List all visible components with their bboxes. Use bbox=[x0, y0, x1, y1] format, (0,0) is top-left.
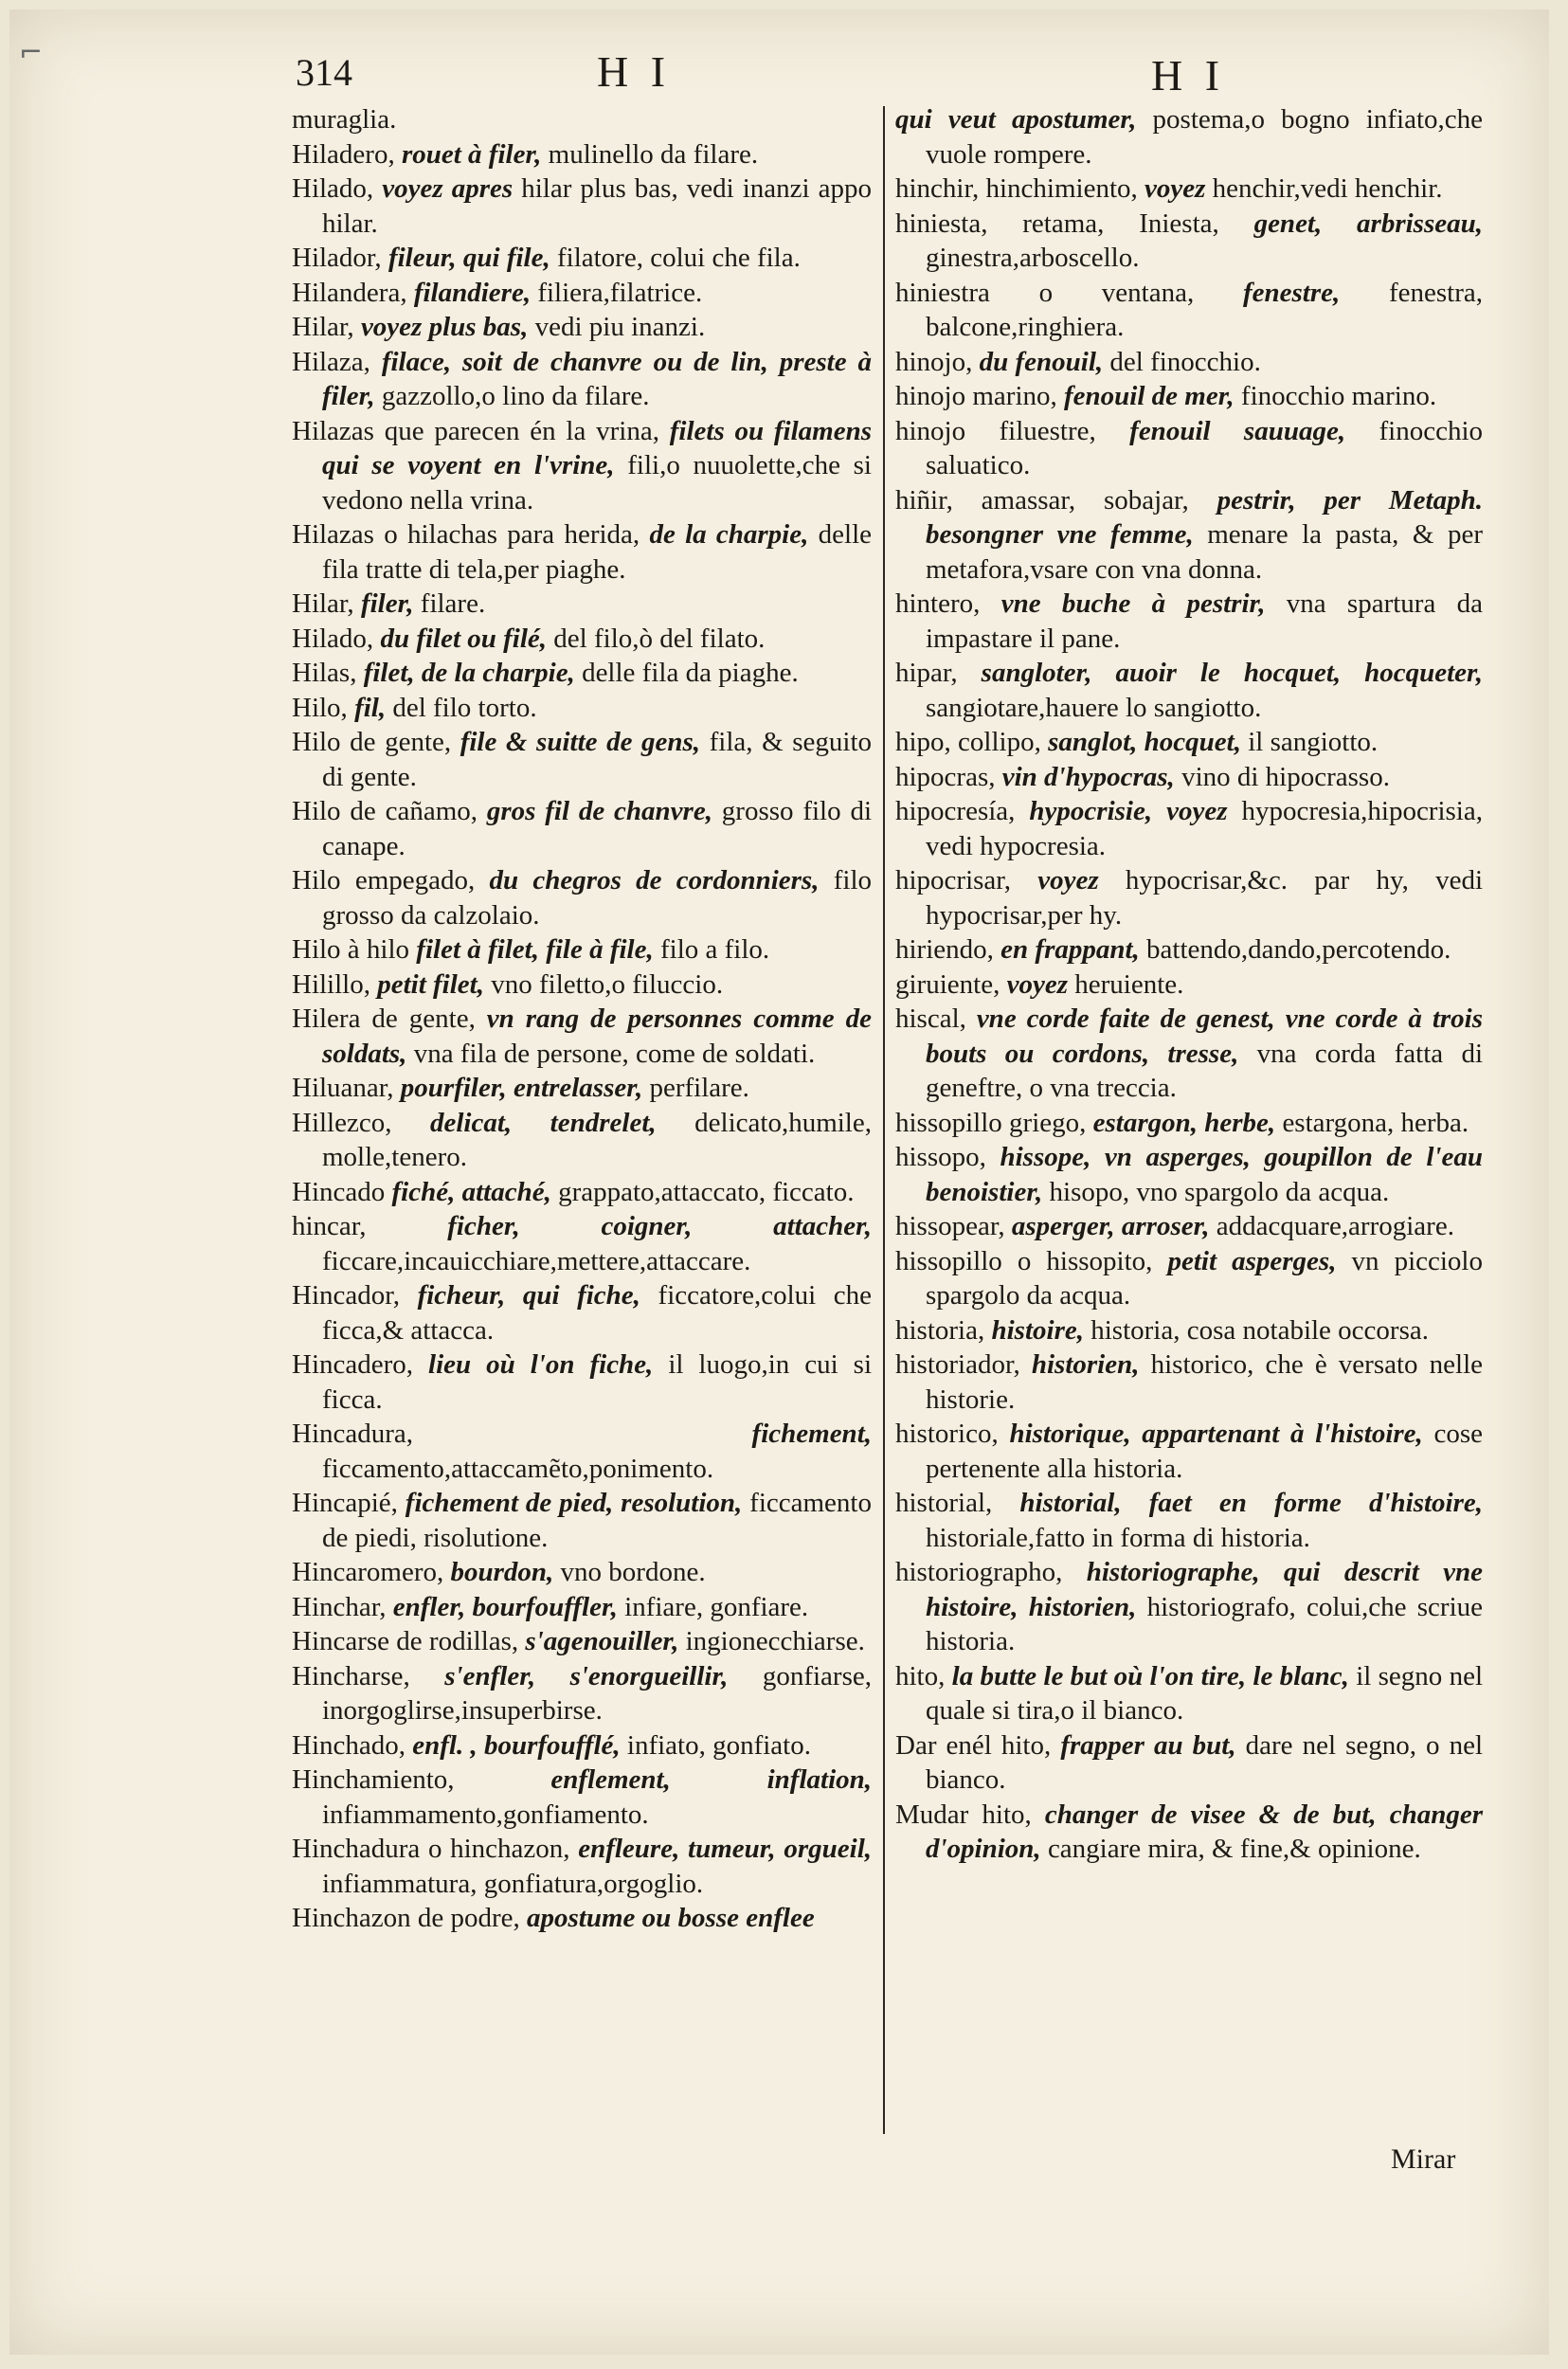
headword: hinojo, bbox=[895, 346, 973, 377]
french-gloss: voyez plus bas, bbox=[360, 312, 529, 342]
catchword: Mirar bbox=[1391, 2143, 1456, 2175]
headword: Hincaromero, bbox=[292, 1557, 444, 1587]
italian-gloss: cose pertenente alla historia. bbox=[926, 1419, 1484, 1484]
headword: Hilera de gente, bbox=[292, 1004, 476, 1034]
french-gloss: voyez apres bbox=[382, 173, 514, 204]
headword: Hincado bbox=[292, 1176, 386, 1207]
headword: Hilador, bbox=[292, 243, 382, 273]
dictionary-entry bbox=[895, 725, 1483, 760]
headword: historico, bbox=[895, 1419, 999, 1449]
french-gloss: bourdon, bbox=[450, 1557, 554, 1587]
italian-gloss: addacquare,arrogiare. bbox=[1216, 1211, 1454, 1241]
french-gloss: apostume ou bosse enflee bbox=[527, 1903, 815, 1933]
page-header bbox=[0, 43, 1568, 99]
italian-gloss: filiera,filatrice. bbox=[537, 277, 703, 308]
headword: hissopillo o hissopito, bbox=[895, 1245, 1153, 1276]
italian-gloss: filo grosso da calzolaio. bbox=[322, 865, 873, 931]
dictionary-entry bbox=[292, 1209, 872, 1278]
french-gloss: filandiere, bbox=[413, 277, 532, 308]
dictionary-entry bbox=[292, 1832, 872, 1901]
dictionary-entry bbox=[895, 276, 1483, 345]
italian-gloss: vna fila de persone, come de soldati. bbox=[413, 1038, 816, 1069]
french-gloss: historien, bbox=[1031, 1349, 1140, 1380]
headword: Hilazas o hilachas para herida, bbox=[292, 519, 640, 550]
dictionary-entry bbox=[895, 1417, 1483, 1486]
dictionary-entry bbox=[292, 1347, 872, 1417]
headword: hinojo filuestre, bbox=[895, 415, 1096, 446]
headword: hinchir, hinchimiento, bbox=[895, 173, 1138, 204]
dictionary-entry bbox=[292, 1278, 872, 1347]
headword: Hincador, bbox=[292, 1280, 400, 1311]
italian-gloss: vno filetto,o filuccio. bbox=[491, 968, 724, 1000]
left-column bbox=[292, 102, 872, 1936]
dictionary-entry bbox=[895, 1798, 1483, 1867]
italian-gloss: battendo,dando,percotendo. bbox=[1146, 934, 1451, 965]
italian-gloss: ficcatore,colui che ficca,& attacca. bbox=[322, 1280, 873, 1346]
dictionary-entry bbox=[292, 310, 872, 345]
italian-gloss: delle fila da piaghe. bbox=[582, 658, 799, 688]
headword: Hillezco, bbox=[292, 1107, 392, 1138]
italian-gloss: hilar plus bas, vedi inanzi appo hilar. bbox=[322, 173, 873, 239]
italian-gloss: muraglia. bbox=[292, 104, 397, 135]
dictionary-entry bbox=[292, 1002, 872, 1071]
italian-gloss: grappato,attaccato, ficcato. bbox=[558, 1176, 855, 1207]
headword: Hinchamiento, bbox=[292, 1764, 455, 1795]
french-gloss: fil, bbox=[354, 692, 387, 723]
italian-gloss: vedi piu inanzi. bbox=[534, 312, 706, 342]
dictionary-entry bbox=[895, 345, 1483, 380]
italian-gloss: del filo,ò del filato. bbox=[553, 623, 766, 654]
dictionary-entry bbox=[895, 863, 1483, 932]
headword: Hinchadura o hinchazon, bbox=[292, 1834, 570, 1864]
italian-gloss: vna corda fatta di geneftre, o vna treccia. bbox=[926, 1038, 1484, 1103]
dictionary-entry bbox=[292, 517, 872, 587]
italian-gloss: historiale,fatto in forma di historia. bbox=[926, 1522, 1310, 1553]
french-gloss: pestrir, per Metaph. besongner vne femme, bbox=[926, 484, 1483, 550]
italian-gloss: ingionecchiarse. bbox=[685, 1626, 865, 1656]
running-head-left: H I bbox=[597, 47, 672, 96]
french-gloss: filace, soit de chanvre ou de lin, preste à filer, bbox=[322, 346, 872, 411]
italian-gloss: menare la pasta, & per metafora,vsare con vna donna. bbox=[926, 519, 1483, 585]
french-gloss: vin d'hypocras, bbox=[1001, 761, 1175, 792]
dictionary-entry bbox=[895, 1555, 1483, 1659]
french-gloss: fileur, qui file, bbox=[387, 243, 550, 273]
headword: hito, bbox=[895, 1660, 946, 1691]
italian-gloss: vino di hipocrasso. bbox=[1181, 761, 1390, 792]
french-gloss: petit filet, bbox=[377, 968, 484, 1000]
column-divider bbox=[883, 106, 885, 2134]
italian-gloss: grosso filo di canape. bbox=[322, 796, 872, 861]
french-gloss: changer de visee & de but, changer d'opinion, bbox=[926, 1799, 1484, 1864]
french-gloss: file & suitte de gens, bbox=[460, 727, 701, 757]
french-gloss: enfl. , bourfoufflé, bbox=[412, 1729, 621, 1761]
italian-gloss: il segno nel quale si tira,o il bianco. bbox=[926, 1660, 1484, 1726]
french-gloss: voyez bbox=[1006, 968, 1068, 1000]
italian-gloss: vna spartura da impastare il pane. bbox=[926, 588, 1483, 654]
headword: hipocras, bbox=[895, 761, 996, 792]
italian-gloss: fenestra, balcone,ringhiera. bbox=[926, 277, 1484, 342]
headword: Hinchazon de podre, bbox=[292, 1903, 520, 1933]
french-gloss: hissope, vn asperges, goupillon de l'eau benoistier, bbox=[926, 1142, 1483, 1207]
french-gloss: vne corde faite de genest, vne corde à trois bouts ou cordons, tresse, bbox=[926, 1004, 1484, 1069]
italian-gloss: gazzollo,o lino da filare. bbox=[381, 381, 650, 411]
french-gloss: gros fil de chanvre, bbox=[486, 796, 712, 826]
dictionary-entry bbox=[895, 379, 1483, 414]
headword: Hinchado, bbox=[292, 1729, 406, 1761]
french-gloss: du filet ou filé, bbox=[380, 623, 548, 654]
french-gloss: lieu où l'on fiche, bbox=[428, 1349, 654, 1380]
italian-gloss: finocchio saluatico. bbox=[926, 415, 1484, 480]
french-gloss: fichement de pied, resolution, bbox=[405, 1488, 743, 1518]
italian-gloss: infiato, gonfiato. bbox=[626, 1729, 811, 1761]
headword: hiscal, bbox=[895, 1004, 966, 1034]
french-gloss: ficheur, qui fiche, bbox=[417, 1280, 640, 1311]
italian-gloss: delle fila tratte di tela,per piaghe. bbox=[322, 519, 873, 585]
italian-gloss: ginestra,arboscello. bbox=[926, 243, 1140, 273]
dictionary-entry bbox=[895, 794, 1483, 863]
dictionary-entry bbox=[292, 1624, 872, 1659]
headword: hipocresía, bbox=[895, 796, 1016, 826]
italian-gloss: hisopo, vno spargolo da acqua. bbox=[1049, 1176, 1390, 1207]
french-gloss: voyez bbox=[1144, 173, 1206, 204]
margin-mark-top: ⌐ bbox=[19, 36, 44, 69]
headword: historia, bbox=[895, 1314, 985, 1346]
dictionary-entry bbox=[895, 1140, 1483, 1209]
french-gloss: vne buche à pestrir, bbox=[1000, 588, 1266, 619]
french-gloss: fenouil de mer, bbox=[1064, 381, 1235, 411]
headword: Hilado, bbox=[292, 623, 374, 654]
headword: Hincadero, bbox=[292, 1349, 414, 1380]
dictionary-entry bbox=[292, 1555, 872, 1590]
headword: hissopo, bbox=[895, 1142, 986, 1172]
french-gloss: historiographe, qui descrit vne histoire, historien, bbox=[926, 1557, 1483, 1622]
french-gloss: historique, appartenant à l'histoire, bbox=[1009, 1419, 1423, 1449]
italian-gloss: hypocresia,hipocrisia, vedi hypocresia. bbox=[926, 796, 1483, 861]
dictionary-entry bbox=[895, 102, 1483, 172]
dictionary-entry bbox=[895, 1659, 1483, 1728]
headword: Hincharse, bbox=[292, 1660, 410, 1691]
dictionary-entry bbox=[292, 276, 872, 311]
italian-gloss: historiografo, colui,che scriue historia. bbox=[926, 1591, 1483, 1656]
dictionary-entry bbox=[895, 1347, 1483, 1417]
italian-gloss: delicato,humile, molle,tenero. bbox=[322, 1107, 872, 1172]
dictionary-entry bbox=[292, 1071, 872, 1106]
french-gloss: historial, faet en forme d'histoire, bbox=[1019, 1488, 1484, 1518]
dictionary-entry bbox=[895, 1486, 1483, 1555]
headword: hissopillo griego, bbox=[895, 1107, 1087, 1138]
dictionary-entry bbox=[895, 1002, 1483, 1106]
headword: hiniestra o ventana, bbox=[895, 277, 1195, 308]
headword: Hilo, bbox=[292, 692, 348, 723]
italian-gloss: heruiente. bbox=[1074, 968, 1184, 1000]
headword: Hilaza, bbox=[292, 346, 370, 377]
french-gloss: fenouil sauuage, bbox=[1129, 415, 1346, 446]
dictionary-entry bbox=[292, 137, 872, 172]
dictionary-entry bbox=[292, 1175, 872, 1210]
headword: Hilo à hilo bbox=[292, 934, 410, 965]
dictionary-entry bbox=[895, 1244, 1483, 1313]
french-gloss: estargon, herbe, bbox=[1092, 1107, 1276, 1138]
dictionary-entry bbox=[292, 1417, 872, 1486]
headword: hiniesta, retama, Iniesta, bbox=[895, 208, 1219, 239]
dictionary-entry bbox=[292, 863, 872, 932]
french-gloss: filer, bbox=[360, 588, 414, 619]
french-gloss: en frappant, bbox=[1000, 934, 1140, 965]
headword: Hilandera, bbox=[292, 277, 407, 308]
french-gloss: filets ou filamens qui se voyent en l'vrine, bbox=[322, 415, 873, 480]
dictionary-entry bbox=[895, 1728, 1483, 1798]
dictionary-entry bbox=[292, 1728, 872, 1763]
french-gloss: du fenouil, bbox=[979, 346, 1104, 377]
french-gloss: filet, de la charpie, bbox=[363, 658, 575, 688]
dictionary-entry bbox=[292, 241, 872, 276]
italian-gloss: del filo torto. bbox=[392, 692, 537, 723]
headword: giruiente, bbox=[895, 968, 1000, 1000]
italian-gloss: mulinello da filare. bbox=[548, 138, 759, 170]
italian-gloss: infiammamento,gonfiamento. bbox=[322, 1799, 649, 1830]
dictionary-entry bbox=[292, 725, 872, 794]
italian-gloss: gonfiarse, inorgoglirse,insuperbirse. bbox=[322, 1660, 872, 1726]
headword: Hilar, bbox=[292, 588, 354, 619]
dictionary-entry bbox=[292, 794, 872, 863]
headword: hipar, bbox=[895, 658, 958, 688]
dictionary-entry bbox=[292, 932, 872, 967]
dictionary-entry bbox=[292, 1106, 872, 1175]
italian-gloss: il luogo,in cui si ficca. bbox=[322, 1349, 873, 1415]
headword: Dar enél hito, bbox=[895, 1729, 1052, 1761]
headword: hipocrisar, bbox=[895, 865, 1012, 895]
italian-gloss: historico, che è versato nelle historie. bbox=[926, 1349, 1484, 1415]
italian-gloss: dare nel segno, o nel bianco. bbox=[926, 1729, 1484, 1795]
dictionary-entry bbox=[895, 656, 1483, 725]
headword: Hincadura, bbox=[292, 1419, 414, 1449]
italian-gloss: fili,o nuuolette,che si vedono nella vrina. bbox=[322, 450, 872, 515]
italian-gloss: hypocrisar,&c. par hy, vedi hypocrisar,per hy. bbox=[926, 865, 1484, 931]
headword: Hiluanar, bbox=[292, 1073, 394, 1103]
french-gloss: sanglot, hocquet, bbox=[1048, 727, 1241, 757]
french-gloss: s'agenouiller, bbox=[525, 1626, 679, 1656]
headword: Hilado, bbox=[292, 173, 374, 204]
dictionary-entry bbox=[292, 1763, 872, 1832]
french-gloss: s'enfler, s'enorgueillir, bbox=[444, 1660, 729, 1691]
dictionary-entry bbox=[895, 483, 1483, 588]
french-gloss: fichement, bbox=[751, 1419, 872, 1449]
italian-gloss: henchir,vedi henchir. bbox=[1212, 173, 1443, 204]
headword: Mudar hito, bbox=[895, 1799, 1032, 1830]
dictionary-entry bbox=[292, 172, 872, 241]
italian-gloss: il sangiotto. bbox=[1248, 727, 1379, 757]
dictionary-entry bbox=[895, 172, 1483, 207]
page-number: 314 bbox=[296, 51, 352, 94]
headword: hinojo marino, bbox=[895, 381, 1057, 411]
headword: hipo, collipo, bbox=[895, 727, 1041, 757]
dictionary-entry bbox=[895, 760, 1483, 795]
dictionary-entry bbox=[292, 622, 872, 657]
dictionary-entry bbox=[292, 691, 872, 726]
french-gloss: fiché, attaché, bbox=[391, 1176, 551, 1207]
headword: historiador, bbox=[895, 1349, 1020, 1380]
italian-gloss: filare. bbox=[420, 588, 486, 619]
headword: Hiladero, bbox=[292, 138, 395, 170]
italian-gloss: ficcamento,attaccamẽto,ponimento. bbox=[322, 1453, 714, 1484]
headword: Hilo de cañamo, bbox=[292, 796, 478, 826]
french-gloss: genet, arbrisseau, bbox=[1253, 208, 1483, 239]
headword: Hincapié, bbox=[292, 1488, 398, 1518]
french-gloss: du chegros de cordonniers, bbox=[489, 865, 820, 895]
headword: hintero, bbox=[895, 588, 981, 619]
right-column bbox=[895, 102, 1483, 1867]
dictionary-entry bbox=[292, 1486, 872, 1555]
french-gloss: filet à filet, file à file, bbox=[416, 934, 654, 965]
dictionary-entry bbox=[895, 967, 1483, 1003]
french-gloss: pourfiler, entrelasser, bbox=[400, 1073, 643, 1103]
italian-gloss: postema,o bogno infiato,che vuole rompere. bbox=[926, 104, 1484, 170]
running-head-right: H I bbox=[1151, 51, 1226, 99]
headword: Hilo de gente, bbox=[292, 727, 452, 757]
italian-gloss: finocchio marino. bbox=[1240, 381, 1437, 411]
dictionary-entry bbox=[895, 587, 1483, 656]
dictionary-entry bbox=[292, 1901, 872, 1936]
dictionary-entry bbox=[895, 1106, 1483, 1141]
italian-gloss: ficcamento de piedi, risolutione. bbox=[322, 1488, 872, 1553]
french-gloss: rouet à filer, bbox=[401, 138, 542, 170]
dictionary-entry bbox=[895, 1313, 1483, 1348]
french-gloss: enfleure, tumeur, orgueil, bbox=[578, 1834, 873, 1864]
headword: Hincarse de rodillas, bbox=[292, 1626, 519, 1656]
dictionary-entry bbox=[292, 414, 872, 518]
dictionary-entry bbox=[895, 414, 1483, 483]
italian-gloss: estargona, herba. bbox=[1282, 1107, 1469, 1138]
french-gloss: hypocrisie, voyez bbox=[1029, 796, 1228, 826]
headword: hiriendo, bbox=[895, 934, 994, 965]
headword: Hilar, bbox=[292, 312, 354, 342]
italian-gloss: historia, cosa notabile occorsa. bbox=[1090, 1314, 1429, 1346]
italian-gloss: del finocchio. bbox=[1109, 346, 1261, 377]
french-gloss: petit asperges, bbox=[1167, 1245, 1337, 1276]
french-gloss: frapper au but, bbox=[1060, 1729, 1236, 1761]
italian-gloss: vn picciolo spargolo da acqua. bbox=[926, 1245, 1483, 1311]
dictionary-entry bbox=[292, 967, 872, 1003]
italian-gloss: filatore, colui che fila. bbox=[556, 243, 801, 273]
dictionary-entry bbox=[292, 587, 872, 622]
italian-gloss: infiare, gonfiare. bbox=[624, 1591, 809, 1622]
dictionary-entry bbox=[895, 1209, 1483, 1244]
italian-gloss: sangiotare,hauere lo sangiotto. bbox=[926, 692, 1262, 723]
italian-gloss: vno bordone. bbox=[560, 1557, 706, 1587]
french-gloss: histoire, bbox=[991, 1314, 1084, 1346]
dictionary-entry bbox=[292, 1659, 872, 1728]
headword: hincar, bbox=[292, 1211, 367, 1241]
headword: Hilas, bbox=[292, 658, 357, 688]
headword: Hinchar, bbox=[292, 1591, 387, 1622]
italian-gloss: filo a filo. bbox=[659, 934, 770, 965]
headword: hiñir, amassar, sobajar, bbox=[895, 484, 1189, 515]
headword: historiographo, bbox=[895, 1557, 1063, 1587]
french-gloss: sangloter, auoir le hocquet, hocqueter, bbox=[981, 658, 1483, 688]
italian-gloss: cangiare mira, & fine,& opinione. bbox=[1047, 1834, 1421, 1864]
french-gloss: la butte le but où l'on tire, le blanc, bbox=[951, 1660, 1349, 1691]
french-gloss: asperger, arroser, bbox=[1011, 1211, 1210, 1241]
dictionary-entry bbox=[292, 102, 872, 137]
french-gloss: enflement, inflation, bbox=[550, 1764, 873, 1795]
french-gloss: voyez bbox=[1037, 865, 1099, 895]
headword: Hilillo, bbox=[292, 968, 370, 1000]
dictionary-entry bbox=[895, 207, 1483, 276]
italian-gloss: fila, & seguito di gente. bbox=[322, 727, 873, 792]
headword: hissopear, bbox=[895, 1211, 1005, 1241]
italian-gloss: infiammatura, gonfiatura,orgoglio. bbox=[322, 1868, 704, 1899]
italian-gloss: perfilare. bbox=[649, 1073, 749, 1103]
french-gloss: de la charpie, bbox=[649, 519, 809, 550]
dictionary-entry bbox=[292, 345, 872, 414]
headword: Hilazas que parecen én la vrina, bbox=[292, 415, 659, 446]
italian-gloss: ficcare,incauicchiare,mettere,attaccare. bbox=[322, 1245, 751, 1276]
headword: historial, bbox=[895, 1488, 993, 1518]
dictionary-entry bbox=[292, 1590, 872, 1625]
dictionary-entry bbox=[292, 656, 872, 691]
dictionary-entry bbox=[895, 932, 1483, 967]
french-gloss: delicat, tendrelet, bbox=[430, 1107, 657, 1138]
french-gloss: vn rang de personnes comme de soldats, bbox=[322, 1004, 873, 1069]
headword: Hilo empegado, bbox=[292, 865, 476, 895]
french-gloss: ficher, coigner, attacher, bbox=[447, 1211, 872, 1241]
french-gloss: qui veut apostumer, bbox=[895, 104, 1137, 135]
french-gloss: fenestre, bbox=[1242, 277, 1341, 308]
french-gloss: enfler, bourfouffler, bbox=[392, 1591, 618, 1622]
